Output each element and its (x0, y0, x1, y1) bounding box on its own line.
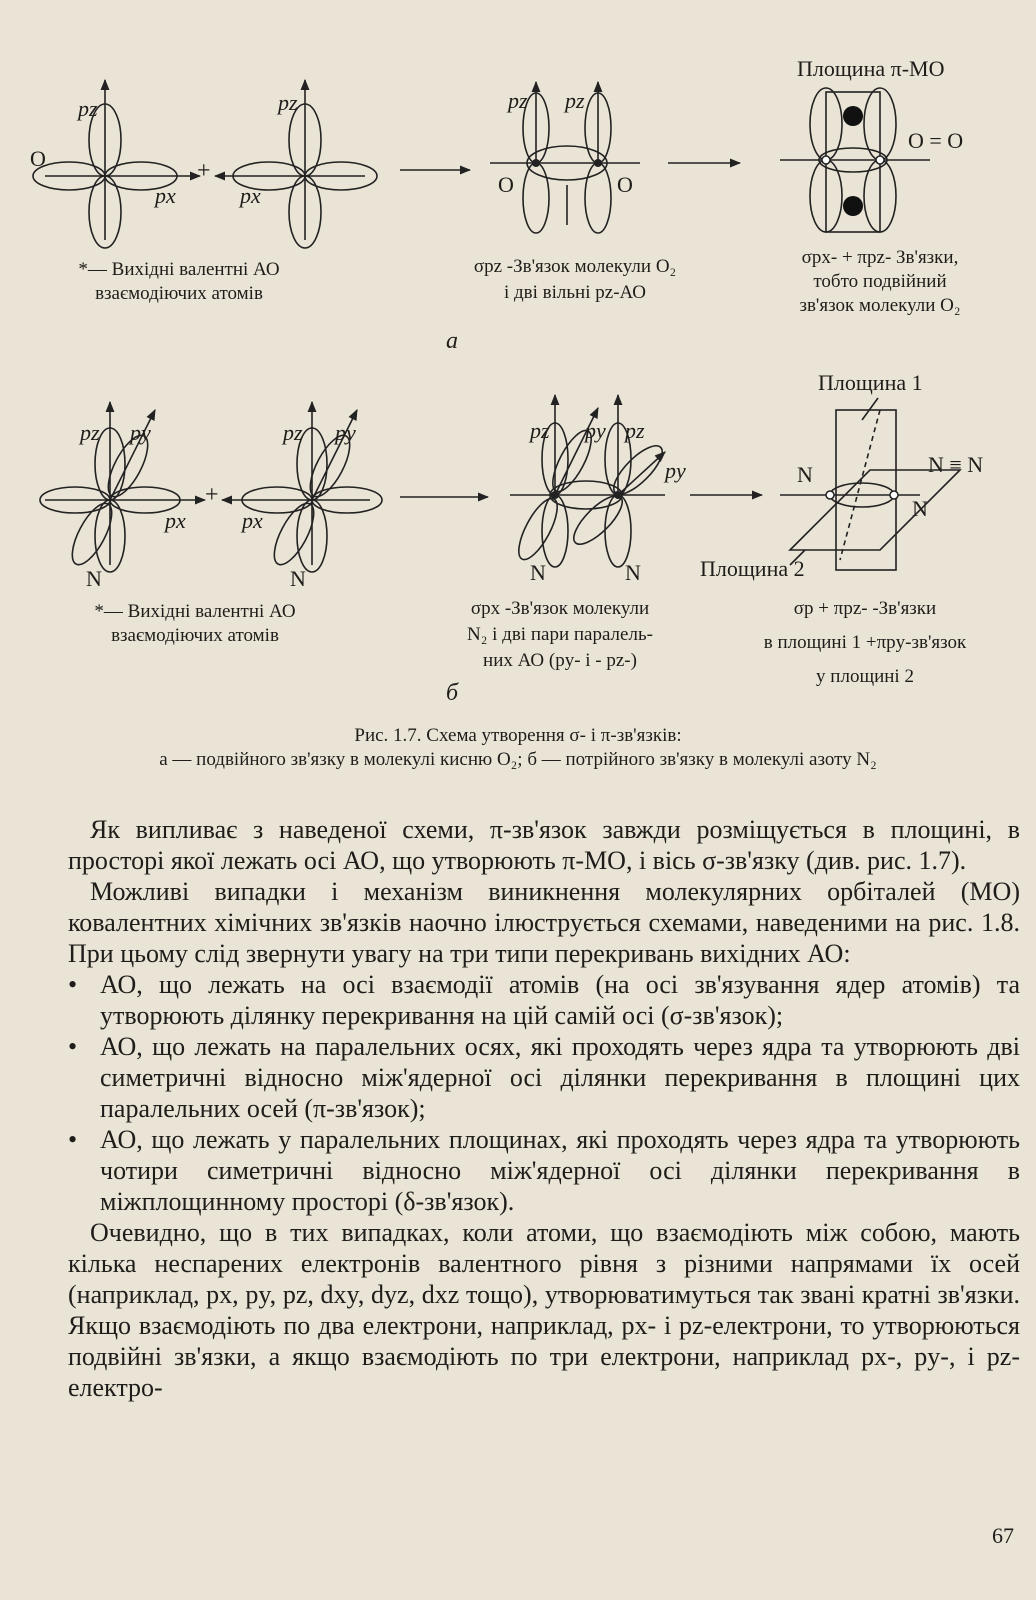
label-o-left: O (30, 146, 46, 171)
label-px-2: px (240, 183, 261, 208)
label-plane-1: Площина 1 (818, 370, 923, 395)
label-n-c1: N (530, 560, 546, 585)
label-b-pz-2: pz (283, 420, 303, 445)
bullet-list (68, 969, 1020, 1217)
o2-double-bond-orbitals (780, 88, 930, 232)
caption-b-3: σp + πpz- -Зв'язки в площині 1 +πpy-зв'язок у площині 2 (763, 598, 967, 687)
o-atom-1-orbitals (33, 80, 200, 248)
label-pz-2: pz (278, 90, 298, 115)
label-b-py-3: py (585, 418, 606, 443)
caption-a-1: *— Вихідні валентні АО взаємодіючих атомів (78, 259, 280, 304)
label-n-b1: N (86, 566, 102, 591)
bullet-item: • АО, що лежать у паралельних площинах, які проходять через ядра та утворюють чотири симетричні відносно між'ядерної осі ділянки перекривання в міжплощинному просторі (δ-зв'язок). (68, 1124, 1020, 1217)
bullet-item: • АО, що лежать на осі взаємодії атомів (на осі зв'язування ядер атомів) та утворюють ділянку перекривання на цій самій осі (σ-зв'язок); (68, 969, 1020, 1031)
caption-a-3: σpx- + πpz- Зв'язки, тобто подвійний зв'язок молекули O₂ (799, 247, 961, 316)
label-panel-b: б (446, 680, 459, 706)
label-b-py-2: py (335, 420, 356, 445)
label-b-pz-3: pz (530, 418, 550, 443)
label-plane-pi-mo: Площина π-МО (797, 56, 945, 81)
figure-caption (30, 724, 1006, 772)
n-atom-1-orbitals (40, 402, 205, 572)
label-o-mid-right: O (617, 172, 633, 197)
page-number: 67 (992, 1523, 1014, 1548)
paragraph-2: Можливі випадки і механізм виникнення молекулярних орбіталей (МО) ковалентних хімічних зв'язків наочно ілюструється схемами, наведеними на рис. 1.8. При цьому слід звернути увагу на три типи перекривань вихідних АО: (68, 877, 1020, 968)
label-n-right: N (912, 496, 928, 521)
figure-caption-line-2: а — подвійного зв'язку в молекулі кисню O₂; б — потрійного зв'язку в молекулі азоту N₂ (159, 749, 877, 770)
label-plus-b: + (205, 482, 219, 508)
label-b-pz-4: pz (625, 418, 645, 443)
label-n-triple: N ≡ N (928, 452, 984, 477)
caption-a-2: σpz -Зв'язок молекули O₂ і дві вільні pz-АО (473, 256, 677, 303)
label-o-eq-o: O = O (908, 128, 964, 153)
label-pz-4: pz (565, 88, 585, 113)
paragraph-3: Очевидно, що в тих випадках, коли атоми, що взаємодіють між собою, мають кілька неспарених електронів валентного рівня з різними напрямами їх осей (наприклад, px, py, pz, dxy, dyz, dxz тощо), утворюватимуться так звані кратні зв'язки. Якщо взаємодіють по два електрони, наприклад, px- і pz-електрони, то утворюються подвійні зв'язки, а якщо взаємодіють по три електрони, наприклад px-, py-, і pz-електро- (68, 1218, 1020, 1402)
label-pz-3: pz (508, 88, 528, 113)
caption-b-2: σpx -Зв'язок молекули N₂ і дві пари паралель- них АО (py- і - pz-) (467, 598, 653, 671)
body-text (68, 814, 1020, 1403)
figure-caption-line-1: Рис. 1.7. Схема утворення σ- і π-зв'язків: (354, 725, 682, 746)
label-b-px-1: px (165, 508, 186, 533)
label-n-c2: N (625, 560, 641, 585)
label-plane-2: Площина 2 (700, 556, 805, 581)
label-n-b2: N (290, 566, 306, 591)
label-pz-1: pz (78, 96, 98, 121)
label-b-py-4: py (665, 458, 686, 483)
label-b-px-2: px (242, 508, 263, 533)
label-plus-a: + (197, 158, 211, 184)
label-panel-a: a (446, 328, 458, 354)
label-b-pz-1: pz (80, 420, 100, 445)
paragraph-1: Як випливає з наведеної схеми, π-зв'язок завжди розміщується в площині, в просторі якої лежать осі АО, що утворюють π-МО, і вісь σ-зв'язку (див. рис. 1.7). (68, 815, 1020, 875)
label-o-mid-left: O (498, 172, 514, 197)
label-n-left: N (797, 462, 813, 487)
bullet-item: • АО, що лежать на паралельних осях, які проходять через ядра та утворюють дві симетричні відносно між'ядерної осі ділянки перекривання в площині цих паралельних осей (π-зв'язок); (68, 1031, 1020, 1124)
label-px-1: px (155, 183, 176, 208)
caption-b-1: *— Вихідні валентні АО взаємодіючих атомів (94, 601, 296, 646)
label-b-py-1: py (130, 420, 151, 445)
